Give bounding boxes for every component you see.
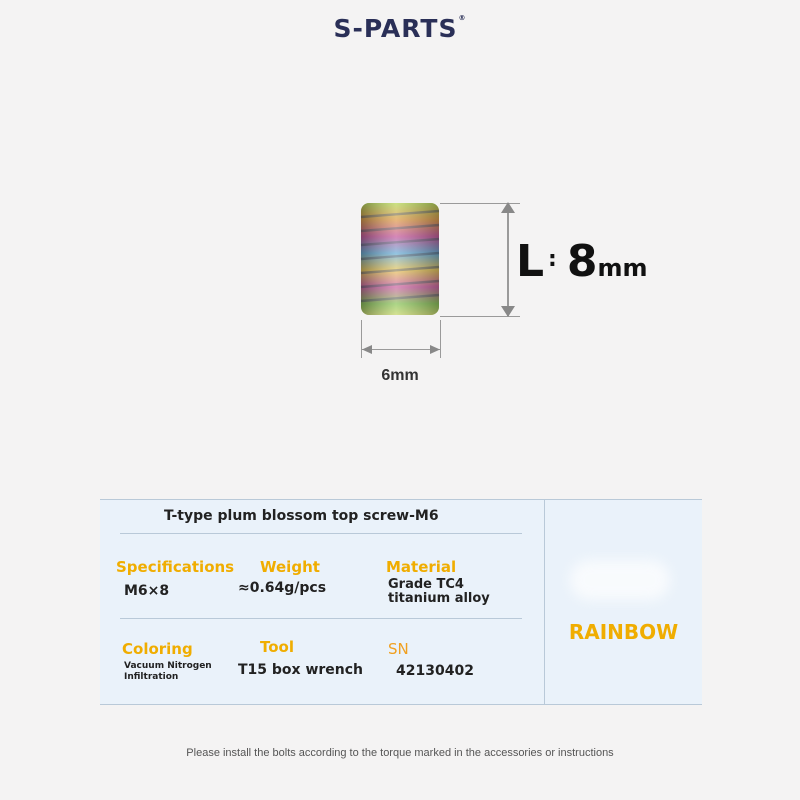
- brand-name: S-PARTS: [333, 14, 458, 43]
- weight-value: ≈0.64g/pcs: [238, 580, 327, 596]
- material-label: Material: [386, 558, 457, 576]
- length-colon: :: [548, 247, 557, 272]
- spec-panel: [100, 499, 702, 705]
- installation-note: Please install the bolts according to the torque marked in the accessories or instructions: [186, 747, 614, 759]
- tool-label: Tool: [260, 638, 294, 656]
- tool-value: T15 box wrench: [238, 662, 364, 678]
- width-label: 6mm: [381, 367, 419, 384]
- arrow-up-icon: [500, 202, 516, 214]
- length-dimension-arrow: [507, 203, 509, 316]
- length-unit: mm: [597, 254, 648, 282]
- width-dimension-arrow: [362, 349, 440, 350]
- width-dimension-right-line: [440, 320, 441, 358]
- color-swatch: [570, 560, 670, 600]
- sn-value: 42130402: [396, 663, 474, 679]
- arrow-right-icon: [430, 345, 440, 354]
- specifications-label: Specifications: [116, 558, 235, 576]
- length-letter: L: [516, 236, 545, 287]
- mid-divider: [120, 618, 522, 619]
- rainbow-set-screw-image: [355, 195, 445, 325]
- brand-registered-mark: ®: [458, 14, 467, 22]
- length-label: [516, 236, 648, 287]
- brand-logo: [0, 14, 800, 43]
- material-value: Grade TC4 titanium alloy: [388, 577, 490, 606]
- coloring-label: Coloring: [122, 640, 193, 658]
- arrow-down-icon: [500, 305, 516, 317]
- color-column-divider: [544, 500, 545, 704]
- color-name: RAINBOW: [568, 620, 679, 644]
- product-title: T-type plum blossom top screw-M6: [164, 508, 439, 524]
- sn-label: SN: [388, 640, 409, 658]
- title-divider: [120, 533, 522, 534]
- length-value: 8: [566, 236, 598, 287]
- specifications-value: M6×8: [124, 583, 170, 599]
- coloring-value: Vacuum Nitrogen Infiltration: [124, 661, 212, 682]
- weight-label: Weight: [260, 558, 320, 576]
- arrow-left-icon: [362, 345, 372, 354]
